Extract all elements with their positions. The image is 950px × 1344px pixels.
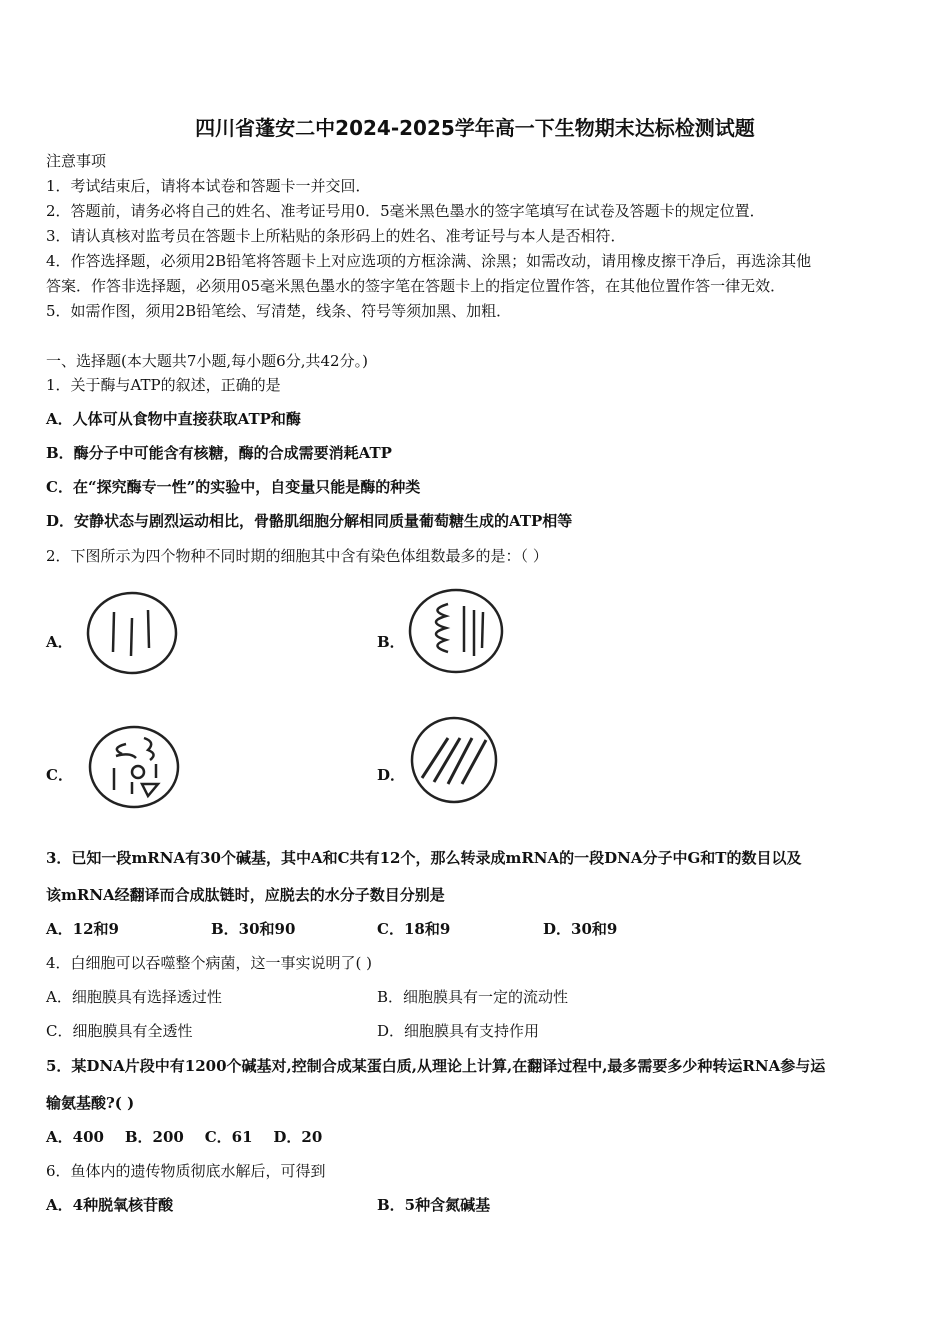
question-3-stem-line2: 该mRNA经翻译而合成肽链时，应脱去的水分子数目分别是: [46, 886, 445, 904]
q2-option-a-label: A．: [46, 633, 73, 651]
q4-option-d: D．细胞膜具有支持作用: [377, 1022, 540, 1040]
question-5-stem-line1: 5．某DNA片段中有1200个碱基对,控制合成某蛋白质,从理论上计算,在翻译过程中,最多需要多少种转运RNA参与运: [46, 1057, 826, 1075]
notice-item: 1．考试结束后，请将本试卷和答题卡一并交回．: [46, 177, 371, 195]
notice-item: 4．作答选择题，必须用2B铅笔将答题卡上对应选项的方框涂满、涂黑；如需改动，请用橡皮擦干净后，再选涂其他: [46, 252, 812, 270]
cell-diagram-b: [406, 586, 506, 676]
cell-diagram-d: [408, 714, 500, 806]
question-6-stem: 6．鱼体内的遗传物质彻底水解后，可得到: [46, 1162, 326, 1180]
q6-option-a: A．4种脱氧核苷酸: [46, 1196, 174, 1214]
notice-item: 2．答题前，请务必将自己的姓名、准考证号用0．5毫米黑色墨水的签字笔填写在试卷及答题卡的规定位置．: [46, 202, 765, 220]
section-heading: 一、选择题(本大题共7小题,每小题6分,共42分。): [46, 352, 368, 370]
q6-option-b: B．5种含氮碱基: [377, 1196, 491, 1214]
q2-option-d-label: D．: [377, 766, 406, 784]
question-4-stem: 4．白细胞可以吞噬整个病菌，这一事实说明了( ): [46, 954, 373, 972]
q4-option-c: C．细胞膜具有全透性: [46, 1022, 193, 1040]
q2-option-b-label: B．: [377, 633, 405, 651]
cell-diagram-a: [84, 590, 180, 676]
q5-options: A．400 B．200 C．61 D．20: [46, 1128, 323, 1146]
notice-item: 3．请认真核对监考员在答题卡上所粘贴的条形码上的姓名、准考证号与本人是否相符．: [46, 227, 626, 245]
notice-item: 5．如需作图，须用2B铅笔绘、写清楚，线条、符号等须加黑、加粗．: [46, 302, 512, 320]
notice-heading: 注意事项: [46, 152, 107, 170]
q3-option-b: B．30和90: [211, 920, 296, 938]
q4-option-b: B．细胞膜具有一定的流动性: [377, 988, 569, 1006]
cell-diagram-c: [86, 724, 182, 810]
question-3-stem-line1: 3．已知一段mRNA有30个碱基，其中A和C共有12个，那么转录成mRNA的一段DNA分子中G和T的数目以及: [46, 849, 802, 867]
question-1-stem: 1．关于酶与ATP的叙述，正确的是: [46, 376, 281, 394]
page-title: 四川省蓬安二中2024-2025学年高一下生物期末达标检测试题: [195, 116, 755, 140]
q1-option-c: C．在“探究酶专一性”的实验中，自变量只能是酶的种类: [46, 478, 421, 496]
notice-item: 答案．作答非选择题，必须用05毫米黑色墨水的签字笔在答题卡上的指定位置作答，在其他位置作答一律无效．: [46, 277, 786, 295]
q3-option-d: D．30和9: [543, 920, 618, 938]
q1-option-a: A．人体可从食物中直接获取ATP和酶: [46, 410, 301, 428]
q3-option-a: A．12和9: [46, 920, 119, 938]
q4-option-a: A．细胞膜具有选择透过性: [46, 988, 222, 1006]
q1-option-b: B．酶分子中可能含有核糖，酶的合成需要消耗ATP: [46, 444, 392, 462]
q1-option-d: D．安静状态与剧烈运动相比，骨骼肌细胞分解相同质量葡萄糖生成的ATP相等: [46, 512, 573, 530]
question-5-stem-line2: 输氨基酸?( ): [46, 1094, 135, 1112]
q2-option-c-label: C．: [46, 766, 73, 784]
q3-option-c: C．18和9: [377, 920, 451, 938]
question-2-stem: 2．下图所示为四个物种不同时期的细胞其中含有染色体组数最多的是：（ ）: [46, 547, 548, 565]
